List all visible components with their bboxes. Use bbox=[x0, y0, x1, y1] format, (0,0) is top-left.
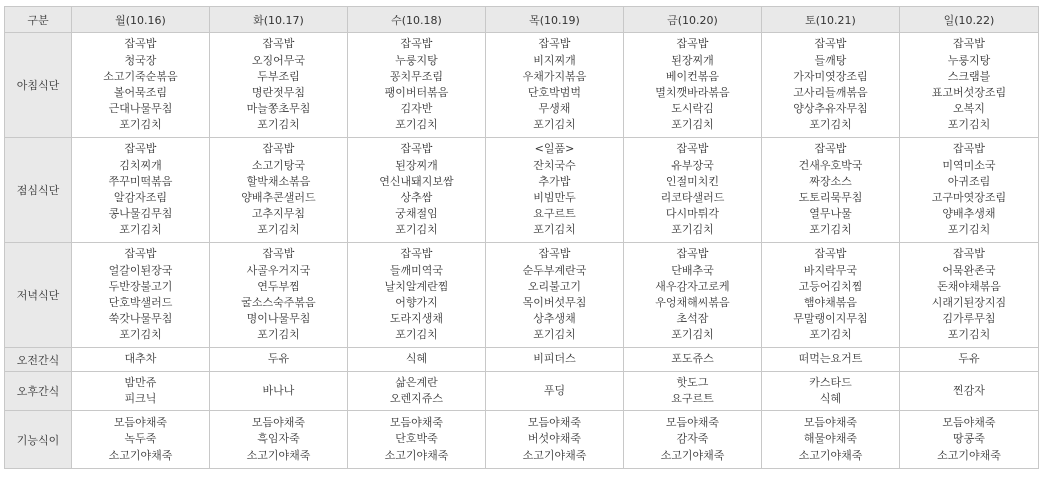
menu-item: 포기김치 bbox=[809, 328, 852, 342]
menu-item: 소고기야채죽 bbox=[384, 448, 449, 462]
menu-cell-tue bbox=[210, 411, 348, 469]
menu-item: 추가밥 bbox=[538, 174, 571, 188]
menu-item: 소고기야채죽 bbox=[108, 448, 173, 462]
menu-item: 콩나물김무침 bbox=[108, 207, 173, 221]
menu-item: 날치알계란찜 bbox=[384, 279, 449, 293]
menu-item: 포기김치 bbox=[119, 118, 162, 132]
menu-item: 포기김치 bbox=[671, 223, 714, 237]
menu-item: 두유 bbox=[958, 352, 980, 366]
menu-item: 피크닉 bbox=[124, 392, 157, 405]
menu-item: 식혜 bbox=[405, 352, 428, 366]
header-corner: 구분 bbox=[5, 7, 72, 33]
menu-item: 스크램블 bbox=[947, 69, 991, 83]
menu-item: 어묵완존국 bbox=[942, 263, 996, 277]
row-label: 오전간식 bbox=[5, 348, 72, 372]
menu-cell-fri bbox=[624, 138, 762, 243]
menu-cell-thu bbox=[486, 348, 624, 372]
menu-item: 흑임자죽 bbox=[257, 432, 300, 446]
menu-item: 포기김치 bbox=[257, 118, 300, 132]
menu-item: 모듬야채죽 bbox=[389, 416, 444, 430]
menu-cell-fri bbox=[624, 33, 762, 138]
menu-item: 꽁치무조림 bbox=[389, 69, 444, 83]
menu-cell-mon bbox=[72, 33, 210, 138]
menu-item: 모듬야채죽 bbox=[803, 416, 858, 430]
menu-cell-sat bbox=[762, 348, 900, 372]
menu-item: 팽이버터볶음 bbox=[384, 86, 449, 99]
menu-cell-mon bbox=[72, 138, 210, 243]
menu-item: 두유 bbox=[267, 352, 290, 366]
menu-item: 두부조림 bbox=[257, 69, 300, 83]
menu-cell-wed bbox=[348, 33, 486, 138]
menu-item: 볼어묵조림 bbox=[113, 86, 168, 99]
menu-item: 고추지무침 bbox=[251, 207, 306, 221]
day-header-thu: 목(10.19) bbox=[486, 7, 624, 33]
menu-item: 잡곡밥 bbox=[400, 247, 433, 261]
menu-item: 양배추콘샐러드 bbox=[241, 191, 316, 204]
menu-cell-tue bbox=[210, 243, 348, 348]
menu-item: 쭈꾸미떡볶음 bbox=[108, 174, 173, 188]
menu-item: 핫도그 bbox=[676, 375, 709, 389]
menu-item: 연두부찜 bbox=[257, 279, 300, 293]
menu-item: 새우감자고로케 bbox=[655, 279, 730, 293]
menu-item: 잡곡밥 bbox=[262, 37, 295, 51]
menu-item: 명이나물무침 bbox=[246, 312, 311, 326]
menu-cell-tue bbox=[210, 138, 348, 243]
menu-item: 무말랭이지무침 bbox=[793, 312, 868, 326]
menu-item: 식혜 bbox=[819, 392, 842, 405]
menu-item: 찐감자 bbox=[953, 383, 985, 397]
menu-item: 포기김치 bbox=[395, 328, 438, 342]
menu-item: 소고기야채죽 bbox=[246, 448, 311, 462]
menu-item: 비지찌개 bbox=[533, 53, 576, 67]
menu-item: 잡곡밥 bbox=[400, 37, 433, 51]
day-header-wed: 수(10.18) bbox=[348, 7, 486, 33]
menu-item: 포기김치 bbox=[809, 223, 852, 237]
day-header-tue: 화(10.17) bbox=[210, 7, 348, 33]
menu-item: 리코타샐러드 bbox=[660, 191, 725, 204]
menu-item: 대추차 bbox=[124, 352, 157, 366]
day-header-sat: 토(10.21) bbox=[762, 7, 900, 33]
menu-item: 상추쌈 bbox=[400, 191, 433, 204]
menu-item: 잡곡밥 bbox=[814, 247, 847, 261]
menu-row bbox=[5, 138, 1039, 243]
menu-row bbox=[5, 33, 1039, 138]
menu-item: 포기김치 bbox=[257, 328, 300, 342]
menu-item: 포기김치 bbox=[533, 223, 576, 237]
menu-cell-tue bbox=[210, 33, 348, 138]
menu-item: 포기김치 bbox=[257, 223, 300, 237]
menu-item: 포기김치 bbox=[119, 328, 162, 342]
menu-item: 아귀조림 bbox=[947, 174, 991, 188]
menu-item: 단호박범벅 bbox=[527, 86, 582, 99]
menu-item: 무생채 bbox=[538, 102, 571, 116]
menu-item: 김자반 bbox=[400, 102, 433, 116]
menu-item: 멸치깻바라볶음 bbox=[655, 86, 730, 99]
menu-item: 누룽지탕 bbox=[947, 53, 991, 67]
menu-item: 들깨탕 bbox=[814, 53, 847, 67]
menu-cell-thu bbox=[486, 243, 624, 348]
menu-item: 밤만쥬 bbox=[124, 375, 157, 389]
menu-item: 버섯야채죽 bbox=[527, 432, 582, 446]
menu-item: 소고기야채죽 bbox=[798, 448, 863, 462]
menu-item: 된장찌개 bbox=[671, 53, 714, 67]
menu-item: 굴소스숙주볶음 bbox=[241, 296, 316, 309]
menu-cell-fri bbox=[624, 348, 762, 372]
menu-item: 궁채절임 bbox=[395, 207, 438, 221]
menu-item: 된장찌개 bbox=[395, 158, 438, 172]
menu-item: 포기김치 bbox=[395, 118, 438, 132]
menu-item: 포기김치 bbox=[533, 328, 576, 342]
menu-item: 알감자조림 bbox=[113, 191, 168, 204]
menu-item: 어향가지 bbox=[395, 296, 438, 309]
menu-cell-wed bbox=[348, 372, 486, 411]
menu-cell-thu bbox=[486, 33, 624, 138]
menu-item: 근대나물무침 bbox=[108, 102, 173, 116]
menu-item: 단호박죽 bbox=[395, 432, 438, 446]
menu-item: 잡곡밥 bbox=[400, 142, 433, 156]
menu-item: 명란젓무침 bbox=[251, 86, 306, 99]
menu-item: 쑥갓나물무침 bbox=[108, 312, 173, 326]
menu-item: 할박채소볶음 bbox=[246, 174, 311, 188]
menu-item: 가자미엿장조림 bbox=[793, 69, 868, 83]
menu-item: 다시마튀각 bbox=[665, 207, 720, 221]
menu-item: 비피더스 bbox=[533, 352, 576, 366]
menu-item: 잡곡밥 bbox=[953, 247, 985, 261]
menu-cell-tue bbox=[210, 372, 348, 411]
menu-item: 모듬야채죽 bbox=[942, 416, 996, 430]
menu-item: 고구마엿장조림 bbox=[931, 191, 1007, 204]
row-label: 아침식단 bbox=[5, 33, 72, 138]
menu-item: 열무나물 bbox=[809, 207, 852, 221]
menu-item: 상추생채 bbox=[533, 312, 576, 326]
menu-item: 우채가지볶음 bbox=[522, 69, 587, 83]
menu-item: 감자죽 bbox=[676, 432, 709, 446]
menu-item: 해물야채죽 bbox=[803, 432, 858, 446]
menu-cell-tue bbox=[210, 348, 348, 372]
menu-item: 고등어김치찜 bbox=[798, 279, 863, 293]
menu-cell-thu bbox=[486, 138, 624, 243]
menu-item: 포도쥬스 bbox=[671, 352, 714, 366]
menu-row bbox=[5, 411, 1039, 469]
menu-cell-mon bbox=[72, 243, 210, 348]
menu-item: 포기김치 bbox=[533, 118, 576, 132]
menu-item: 삶은계란 bbox=[395, 375, 438, 389]
menu-item: 잡곡밥 bbox=[538, 247, 571, 261]
menu-item: 카스타드 bbox=[809, 375, 852, 389]
menu-cell-sat bbox=[762, 411, 900, 469]
menu-item: 오복지 bbox=[953, 102, 985, 116]
row-label: 저녁식단 bbox=[5, 243, 72, 348]
menu-item: 잡곡밥 bbox=[262, 142, 295, 156]
menu-item: 도시락김 bbox=[671, 102, 714, 116]
menu-cell-sat bbox=[762, 243, 900, 348]
menu-item: 포기김치 bbox=[947, 118, 991, 132]
menu-item: 도라지생채 bbox=[389, 312, 444, 326]
menu-item: 단배추국 bbox=[671, 263, 714, 277]
menu-item: 우엉채해씨볶음 bbox=[655, 296, 730, 309]
menu-cell-wed bbox=[348, 243, 486, 348]
menu-item: 단호박샐러드 bbox=[108, 296, 173, 309]
menu-item: 모듬야채죽 bbox=[251, 416, 306, 430]
menu-item: 비빔만두 bbox=[533, 191, 576, 204]
menu-item: 잔치국수 bbox=[533, 158, 576, 172]
menu-item: 들깨미역국 bbox=[389, 263, 444, 277]
menu-item: 햄야채볶음 bbox=[803, 296, 858, 309]
menu-item: 포기김치 bbox=[947, 223, 991, 237]
weekly-menu-table bbox=[4, 6, 1039, 469]
menu-item: 김가루무침 bbox=[942, 312, 996, 326]
menu-item: 청국장 bbox=[124, 53, 157, 67]
menu-item: 모듬야채죽 bbox=[113, 416, 168, 430]
menu-item: 두반장불고기 bbox=[108, 279, 173, 293]
menu-item: 포기김치 bbox=[395, 223, 438, 237]
menu-item: 포기김치 bbox=[947, 328, 991, 342]
day-header-fri: 금(10.20) bbox=[624, 7, 762, 33]
menu-cell-fri bbox=[624, 411, 762, 469]
menu-item: 목이버섯무침 bbox=[522, 296, 587, 309]
menu-cell-fri bbox=[624, 243, 762, 348]
menu-item: 누룽지탕 bbox=[395, 53, 438, 67]
menu-item: 사골우거지국 bbox=[246, 263, 311, 277]
menu-item: 잡곡밥 bbox=[262, 247, 295, 261]
menu-item: 오징어무국 bbox=[251, 53, 306, 67]
day-header-sun: 일(10.22) bbox=[900, 7, 1039, 33]
menu-item: 순두부계란국 bbox=[522, 263, 587, 277]
menu-cell-sun bbox=[900, 33, 1039, 138]
menu-cell-sun bbox=[900, 138, 1039, 243]
menu-item: 포기김치 bbox=[809, 118, 852, 132]
menu-item: 초석잠 bbox=[676, 312, 709, 326]
menu-item: 녹두죽 bbox=[124, 432, 157, 446]
menu-item: 소고기야채죽 bbox=[937, 448, 1001, 462]
menu-body bbox=[5, 33, 1039, 469]
menu-cell-thu bbox=[486, 372, 624, 411]
day-header-mon: 월(10.16) bbox=[72, 7, 210, 33]
menu-item: 고사리들깨볶음 bbox=[793, 86, 868, 99]
menu-item: 잡곡밥 bbox=[124, 247, 157, 261]
menu-item: 소고기야채죽 bbox=[660, 448, 725, 462]
menu-item: 푸딩 bbox=[543, 383, 566, 397]
menu-cell-mon bbox=[72, 411, 210, 469]
menu-item: 오렌지쥬스 bbox=[389, 392, 444, 405]
row-label: 점심식단 bbox=[5, 138, 72, 243]
menu-row bbox=[5, 243, 1039, 348]
menu-item: 떠먹는요거트 bbox=[798, 352, 863, 366]
menu-item: 잡곡밥 bbox=[124, 37, 157, 51]
row-label: 오후간식 bbox=[5, 372, 72, 411]
menu-item: 표고버섯장조림 bbox=[931, 86, 1007, 99]
menu-cell-sun bbox=[900, 372, 1039, 411]
menu-item: 소고기죽순볶음 bbox=[103, 69, 178, 83]
menu-row bbox=[5, 348, 1039, 372]
menu-row bbox=[5, 372, 1039, 411]
menu-item: 잡곡밥 bbox=[676, 37, 709, 51]
menu-cell-wed bbox=[348, 348, 486, 372]
menu-cell-sat bbox=[762, 372, 900, 411]
menu-item: 소고기탕국 bbox=[251, 158, 306, 172]
menu-item: 도토리묵무침 bbox=[798, 191, 863, 204]
menu-item: 인절미치킨 bbox=[665, 174, 720, 188]
menu-item: 짜장소스 bbox=[809, 174, 852, 188]
menu-cell-sat bbox=[762, 33, 900, 138]
menu-item: 잡곡밥 bbox=[538, 37, 571, 51]
menu-cell-mon bbox=[72, 372, 210, 411]
menu-item: 얼갈이된장국 bbox=[108, 263, 173, 277]
menu-cell-sun bbox=[900, 348, 1039, 372]
menu-cell-mon bbox=[72, 348, 210, 372]
menu-item: 돈채야채볶음 bbox=[937, 279, 1001, 293]
header-row bbox=[5, 7, 1039, 33]
menu-item: 요구르트 bbox=[533, 207, 576, 221]
menu-item: 양배추생채 bbox=[942, 207, 996, 221]
menu-item: 요구르트 bbox=[671, 392, 714, 405]
menu-item: 소고기야채죽 bbox=[522, 448, 587, 462]
menu-item: 포기김치 bbox=[671, 118, 714, 132]
menu-item: 유부장국 bbox=[671, 158, 714, 172]
menu-item: 모듬야채죽 bbox=[527, 416, 582, 430]
menu-cell-sun bbox=[900, 243, 1039, 348]
menu-item: 모듬야채죽 bbox=[665, 416, 720, 430]
menu-cell-wed bbox=[348, 138, 486, 243]
menu-item: 오리불고기 bbox=[527, 279, 582, 293]
menu-cell-wed bbox=[348, 411, 486, 469]
menu-item: 연신내돼지보쌈 bbox=[379, 174, 454, 188]
menu-item: 잡곡밥 bbox=[124, 142, 157, 156]
menu-item: 포기김치 bbox=[119, 223, 162, 237]
menu-item: <일품> bbox=[534, 142, 575, 156]
menu-item: 잡곡밥 bbox=[676, 142, 709, 156]
menu-item: 바지락무국 bbox=[803, 263, 858, 277]
menu-cell-fri bbox=[624, 372, 762, 411]
menu-item: 김치찌개 bbox=[119, 158, 162, 172]
menu-item: 건새우호박국 bbox=[798, 158, 863, 172]
menu-item: 마늘쫑초무침 bbox=[246, 102, 311, 116]
menu-item: 잡곡밥 bbox=[814, 37, 847, 51]
row-label: 기능식이 bbox=[5, 411, 72, 469]
menu-item: 잡곡밥 bbox=[953, 142, 985, 156]
menu-item: 시래기된장지짐 bbox=[931, 296, 1007, 309]
menu-item: 땅콩죽 bbox=[953, 432, 985, 446]
menu-item: 잡곡밥 bbox=[814, 142, 847, 156]
menu-item: 잡곡밥 bbox=[676, 247, 709, 261]
menu-item: 잡곡밥 bbox=[953, 37, 985, 51]
menu-item: 미역미소국 bbox=[942, 158, 996, 172]
menu-cell-sat bbox=[762, 138, 900, 243]
menu-item: 포기김치 bbox=[671, 328, 714, 342]
menu-item: 베이컨볶음 bbox=[665, 69, 720, 83]
menu-cell-sun bbox=[900, 411, 1039, 469]
menu-item: 바나나 bbox=[262, 383, 295, 397]
menu-item: 양상추유자무침 bbox=[793, 102, 868, 116]
menu-cell-thu bbox=[486, 411, 624, 469]
